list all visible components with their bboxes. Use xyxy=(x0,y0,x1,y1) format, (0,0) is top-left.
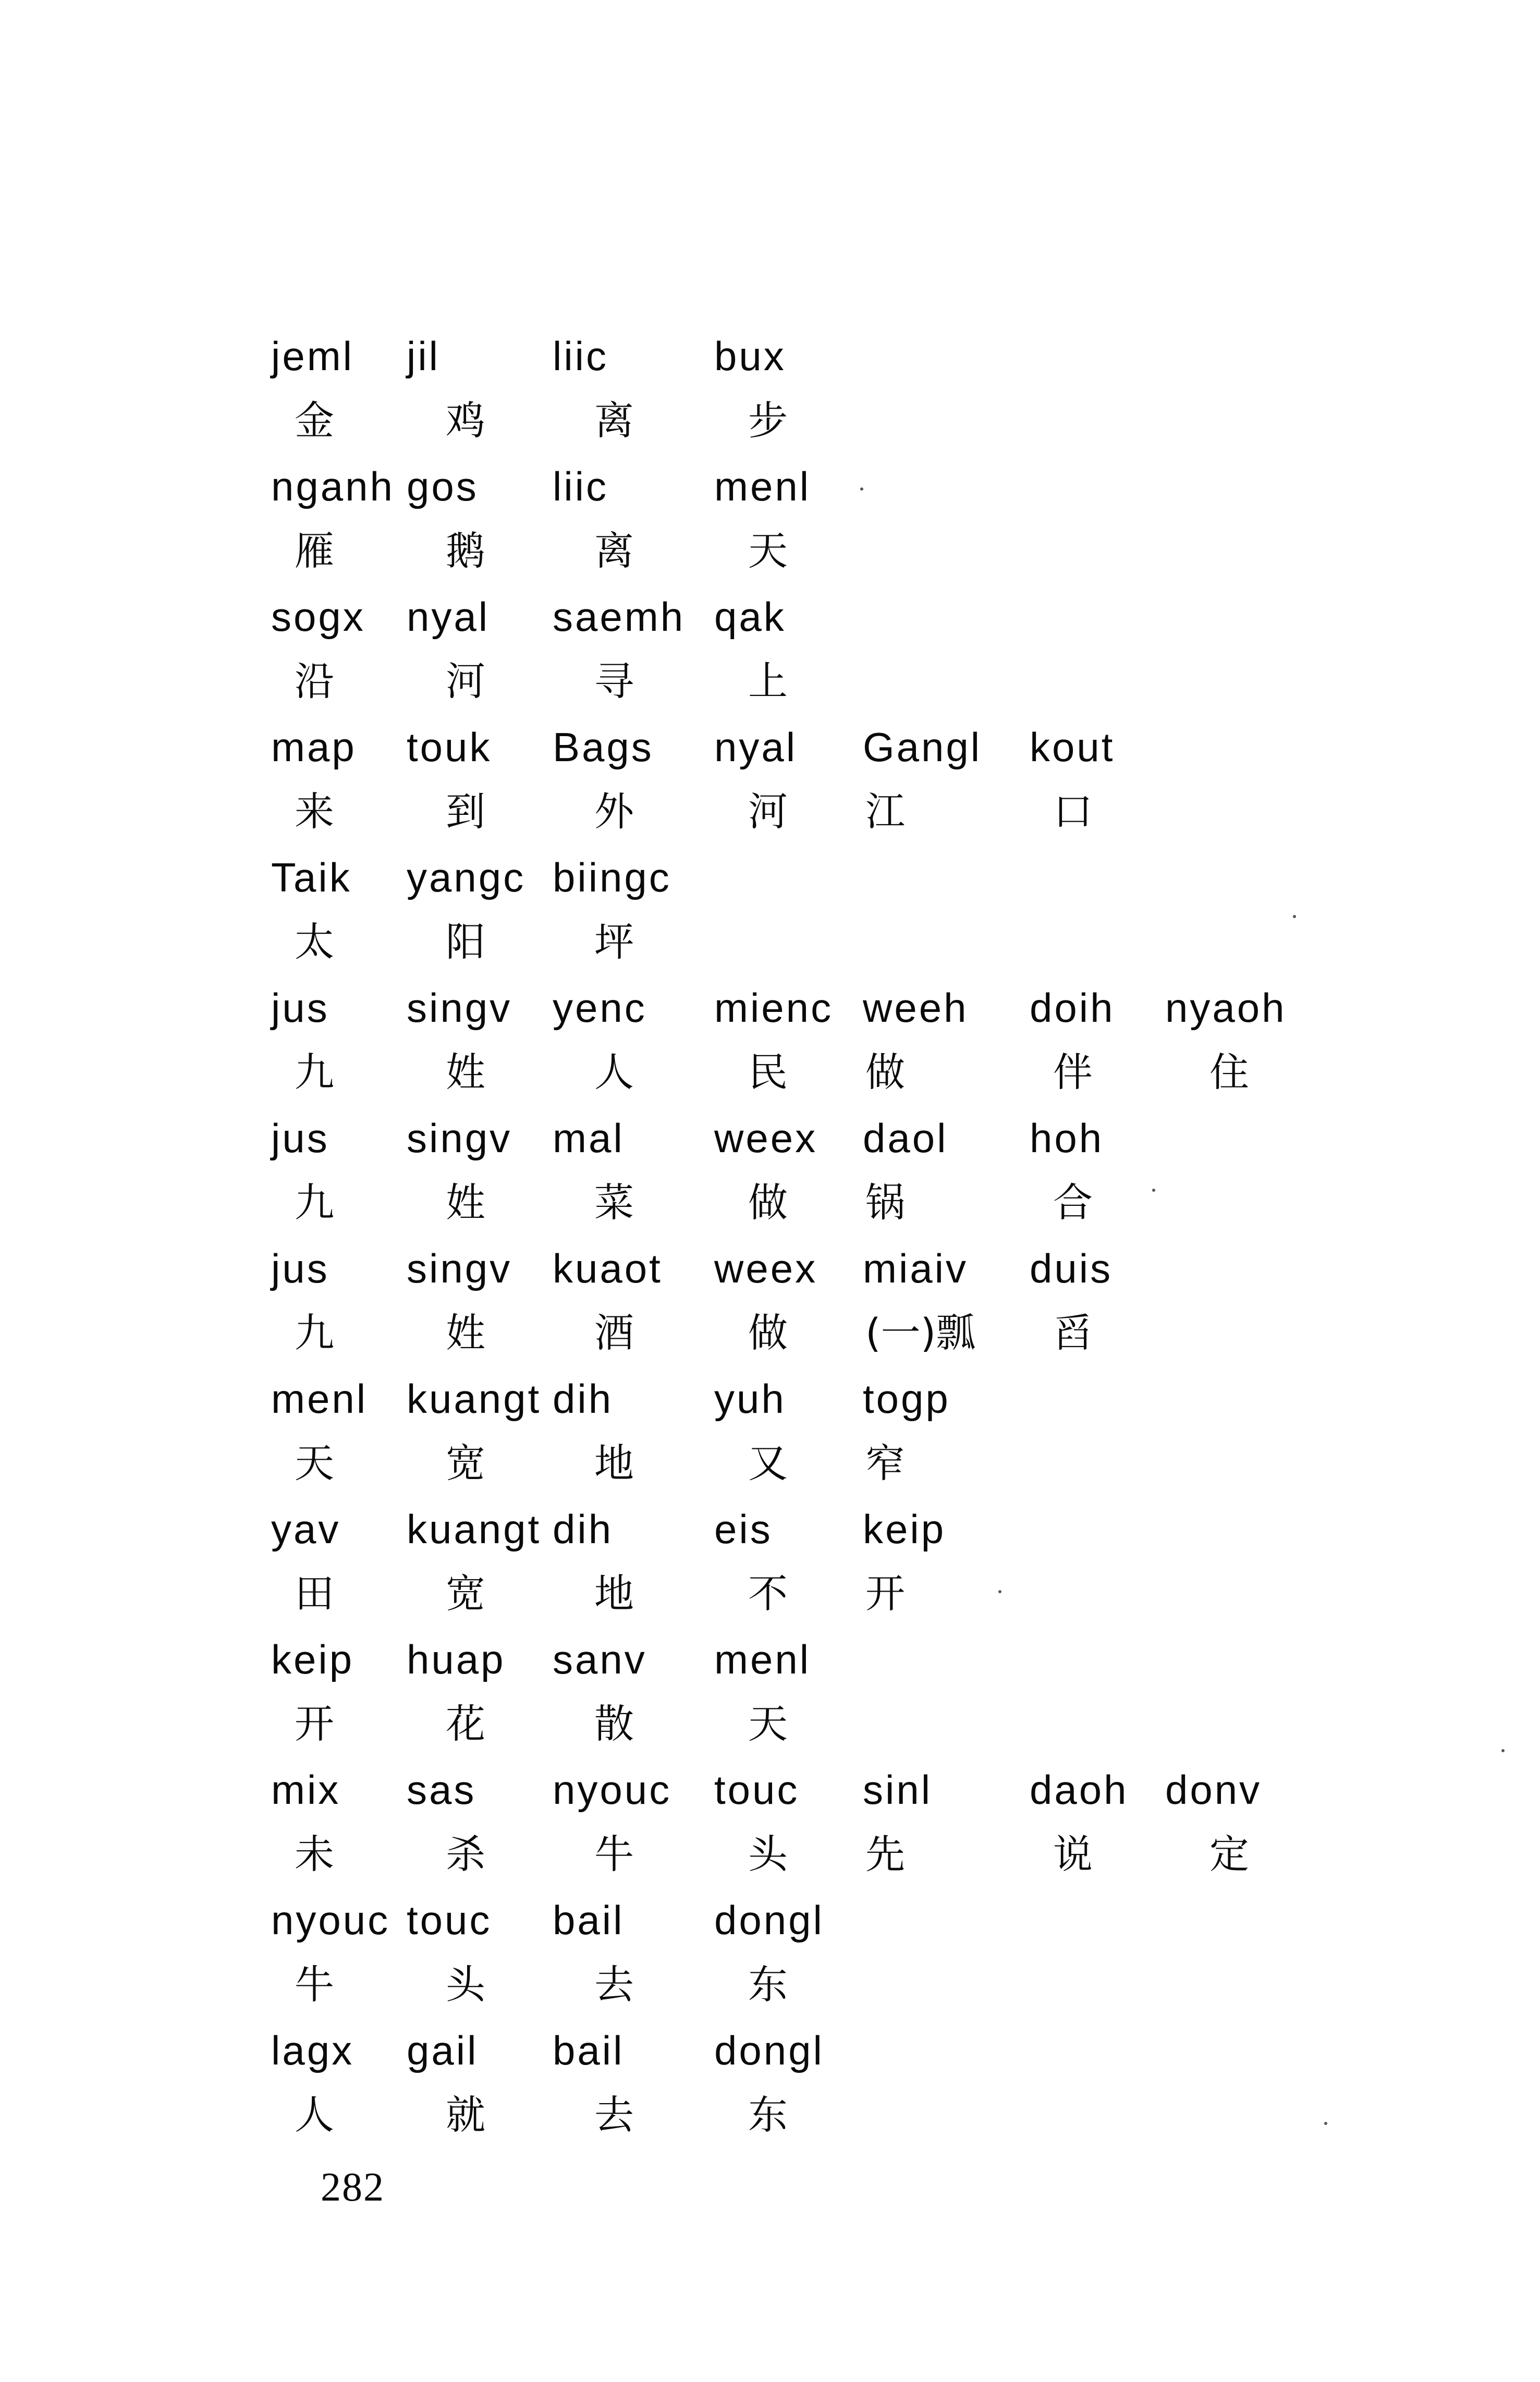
chinese-character: 民 xyxy=(748,1049,788,1095)
chinese-character: (一)瓢 xyxy=(865,1310,976,1356)
chinese-gloss-line xyxy=(0,649,1540,714)
chinese-character: 外 xyxy=(594,788,634,835)
chinese-character: 人 xyxy=(594,1049,634,1095)
romanized-word: daol xyxy=(863,1115,948,1161)
romanized-word: nganh xyxy=(271,463,395,509)
romanized-line xyxy=(0,1627,1540,1692)
text-line xyxy=(0,323,1540,454)
romanized-word: menl xyxy=(714,463,811,509)
chinese-gloss-line xyxy=(0,2083,1540,2148)
chinese-character: 地 xyxy=(594,1440,634,1486)
romanized-word: bail xyxy=(553,2027,625,2073)
chinese-character: 鹅 xyxy=(446,528,485,574)
chinese-character: 锅 xyxy=(865,1179,905,1226)
romanized-word: keip xyxy=(271,1636,355,1682)
romanized-word: Gangl xyxy=(863,724,982,770)
text-line xyxy=(0,454,1540,584)
romanized-word: liic xyxy=(553,333,608,379)
scan-speck xyxy=(1293,915,1296,918)
text-line xyxy=(0,584,1540,714)
chinese-character: 河 xyxy=(446,658,485,704)
text-line xyxy=(0,1236,1540,1366)
romanized-line xyxy=(0,2018,1540,2083)
text-line xyxy=(0,845,1540,975)
chinese-character: 姓 xyxy=(446,1179,485,1226)
romanized-word: miaiv xyxy=(863,1245,969,1291)
interlinear-text xyxy=(0,323,1540,2148)
romanized-word: gail xyxy=(407,2027,479,2073)
chinese-character: 九 xyxy=(295,1179,334,1226)
romanized-word: bux xyxy=(714,333,786,379)
chinese-gloss-line xyxy=(0,519,1540,584)
chinese-character: 江 xyxy=(865,788,905,835)
chinese-character: 牛 xyxy=(295,1961,334,2008)
romanized-word: touc xyxy=(714,1767,800,1813)
romanized-word: jeml xyxy=(271,333,355,379)
chinese-character: 不 xyxy=(748,1570,788,1617)
romanized-word: nyouc xyxy=(271,1897,390,1943)
romanized-word: dongl xyxy=(714,1897,824,1943)
chinese-gloss-line xyxy=(0,1822,1540,1887)
chinese-character: 天 xyxy=(295,1440,334,1486)
chinese-character: 花 xyxy=(446,1701,485,1747)
chinese-character: 东 xyxy=(748,1961,788,2008)
chinese-character: 窄 xyxy=(865,1440,905,1486)
romanized-word: singv xyxy=(407,1115,512,1161)
chinese-character: 合 xyxy=(1053,1179,1093,1226)
romanized-word: bail xyxy=(553,1897,625,1943)
chinese-character: 来 xyxy=(295,788,334,835)
romanized-word: mienc xyxy=(714,985,834,1031)
romanized-line xyxy=(0,454,1540,519)
chinese-character: 寻 xyxy=(594,658,634,704)
romanized-word: gos xyxy=(407,463,479,509)
chinese-character: 散 xyxy=(594,1701,634,1747)
chinese-character: 宽 xyxy=(446,1570,485,1617)
romanized-word: sogx xyxy=(271,594,365,640)
romanized-word: keip xyxy=(863,1506,946,1552)
romanized-word: sas xyxy=(407,1767,476,1813)
text-line xyxy=(0,1887,1540,2018)
chinese-character: 宽 xyxy=(446,1440,485,1486)
chinese-character: 说 xyxy=(1053,1831,1093,1877)
chinese-gloss-line xyxy=(0,1692,1540,1757)
romanized-word: liic xyxy=(553,463,608,509)
chinese-character: 去 xyxy=(594,1961,634,2008)
romanized-word: sinl xyxy=(863,1767,933,1813)
romanized-word: nyal xyxy=(407,594,490,640)
romanized-word: hoh xyxy=(1030,1115,1104,1161)
text-line xyxy=(0,1105,1540,1236)
romanized-word: yuh xyxy=(714,1376,786,1422)
text-line xyxy=(0,1627,1540,1757)
romanized-word: kuangt xyxy=(407,1376,542,1422)
romanized-word: sanv xyxy=(553,1636,647,1682)
chinese-gloss-line xyxy=(0,779,1540,845)
chinese-character: 去 xyxy=(594,2092,634,2138)
romanized-word: nyouc xyxy=(553,1767,672,1813)
text-line xyxy=(0,1757,1540,1887)
text-line xyxy=(0,1366,1540,1496)
chinese-character: 离 xyxy=(594,528,634,574)
romanized-line xyxy=(0,714,1540,779)
chinese-character: 地 xyxy=(594,1570,634,1617)
romanized-line xyxy=(0,975,1540,1040)
romanized-word: dongl xyxy=(714,2027,824,2073)
chinese-character: 头 xyxy=(446,1961,485,2008)
chinese-character: 杀 xyxy=(446,1831,485,1877)
chinese-character: 鸡 xyxy=(446,397,485,444)
romanized-word: huap xyxy=(407,1636,506,1682)
chinese-gloss-line xyxy=(0,388,1540,454)
chinese-character: 伴 xyxy=(1053,1049,1093,1095)
chinese-character: 又 xyxy=(748,1440,788,1486)
chinese-character: 九 xyxy=(295,1310,334,1356)
romanized-word: biingc xyxy=(553,854,671,900)
chinese-character: 开 xyxy=(865,1570,905,1617)
romanized-word: donv xyxy=(1165,1767,1262,1813)
chinese-gloss-line xyxy=(0,1952,1540,2018)
chinese-character: 步 xyxy=(748,397,788,444)
romanized-word: togp xyxy=(863,1376,950,1422)
romanized-word: saemh xyxy=(553,594,686,640)
romanized-word: weeh xyxy=(863,985,969,1031)
romanized-word: dih xyxy=(553,1506,614,1552)
chinese-character: 头 xyxy=(748,1831,788,1877)
chinese-character: 阳 xyxy=(446,919,485,965)
romanized-line xyxy=(0,323,1540,388)
chinese-character: 上 xyxy=(748,658,788,704)
chinese-character: 就 xyxy=(446,2092,485,2138)
romanized-word: weex xyxy=(714,1245,818,1291)
scan-speck xyxy=(1152,1189,1155,1192)
romanized-word: nyal xyxy=(714,724,798,770)
romanized-word: jus xyxy=(271,1115,329,1161)
page-number: 282 xyxy=(321,2164,385,2209)
romanized-word: singv xyxy=(407,985,512,1031)
romanized-word: map xyxy=(271,724,357,770)
chinese-character: 做 xyxy=(748,1310,788,1356)
scan-speck xyxy=(1324,2122,1327,2125)
chinese-character: 天 xyxy=(748,528,788,574)
romanized-word: touk xyxy=(407,724,492,770)
chinese-character: 做 xyxy=(748,1179,788,1226)
chinese-character: 舀 xyxy=(1053,1310,1093,1356)
text-line xyxy=(0,1496,1540,1627)
romanized-word: weex xyxy=(714,1115,818,1161)
romanized-word: menl xyxy=(271,1376,368,1422)
chinese-character: 东 xyxy=(748,2092,788,2138)
romanized-word: dih xyxy=(553,1376,614,1422)
romanized-word: yav xyxy=(271,1506,341,1552)
romanized-word: daoh xyxy=(1030,1767,1129,1813)
romanized-line xyxy=(0,1887,1540,1952)
romanized-line xyxy=(0,845,1540,910)
chinese-character: 姓 xyxy=(446,1310,485,1356)
chinese-character: 口 xyxy=(1053,788,1093,835)
romanized-word: lagx xyxy=(271,2027,355,2073)
romanized-word: mal xyxy=(553,1115,625,1161)
romanized-word: kuaot xyxy=(553,1245,663,1291)
chinese-character: 太 xyxy=(295,919,334,965)
chinese-character: 菜 xyxy=(594,1179,634,1226)
romanized-line xyxy=(0,1496,1540,1561)
chinese-character: 九 xyxy=(295,1049,334,1095)
romanized-word: singv xyxy=(407,1245,512,1291)
chinese-gloss-line xyxy=(0,910,1540,975)
romanized-word: jil xyxy=(407,333,440,379)
romanized-line xyxy=(0,584,1540,649)
romanized-word: mix xyxy=(271,1767,341,1813)
chinese-character: 河 xyxy=(748,788,788,835)
romanized-line xyxy=(0,1236,1540,1301)
romanized-line xyxy=(0,1105,1540,1170)
chinese-gloss-line xyxy=(0,1301,1540,1366)
scan-speck xyxy=(998,1590,1001,1593)
chinese-character: 住 xyxy=(1209,1049,1249,1095)
scan-speck xyxy=(860,487,863,491)
chinese-gloss-line xyxy=(0,1170,1540,1236)
chinese-gloss-line xyxy=(0,1040,1540,1105)
romanized-word: Bags xyxy=(553,724,654,770)
chinese-character: 到 xyxy=(446,788,485,835)
chinese-character: 先 xyxy=(865,1831,905,1877)
chinese-character: 开 xyxy=(295,1701,334,1747)
romanized-word: doih xyxy=(1030,985,1115,1031)
chinese-character: 人 xyxy=(295,2092,334,2138)
romanized-word: eis xyxy=(714,1506,773,1552)
chinese-character: 定 xyxy=(1209,1831,1249,1877)
text-line xyxy=(0,975,1540,1105)
chinese-character: 坪 xyxy=(594,919,634,965)
romanized-word: jus xyxy=(271,1245,329,1291)
chinese-character: 牛 xyxy=(594,1831,634,1877)
romanized-word: yenc xyxy=(553,985,647,1031)
romanized-word: nyaoh xyxy=(1165,985,1287,1031)
romanized-word: menl xyxy=(714,1636,811,1682)
text-line xyxy=(0,2018,1540,2148)
chinese-character: 姓 xyxy=(446,1049,485,1095)
romanized-line xyxy=(0,1757,1540,1822)
romanized-word: Taik xyxy=(271,854,352,900)
romanized-word: qak xyxy=(714,594,786,640)
chinese-gloss-line xyxy=(0,1431,1540,1496)
romanized-line xyxy=(0,1366,1540,1431)
romanized-word: duis xyxy=(1030,1245,1113,1291)
chinese-character: 金 xyxy=(295,397,334,444)
scan-speck xyxy=(1501,1749,1505,1752)
romanized-word: touc xyxy=(407,1897,492,1943)
chinese-character: 雁 xyxy=(295,528,334,574)
chinese-character: 沿 xyxy=(295,658,334,704)
chinese-character: 天 xyxy=(748,1701,788,1747)
chinese-character: 酒 xyxy=(594,1310,634,1356)
chinese-gloss-line xyxy=(0,1561,1540,1627)
romanized-word: kuangt xyxy=(407,1506,542,1552)
romanized-word: yangc xyxy=(407,854,526,900)
romanized-word: kout xyxy=(1030,724,1115,770)
romanized-word: jus xyxy=(271,985,329,1031)
text-line xyxy=(0,714,1540,845)
chinese-character: 田 xyxy=(295,1570,334,1617)
chinese-character: 做 xyxy=(865,1049,905,1095)
chinese-character: 未 xyxy=(295,1831,334,1877)
chinese-character: 离 xyxy=(594,397,634,444)
